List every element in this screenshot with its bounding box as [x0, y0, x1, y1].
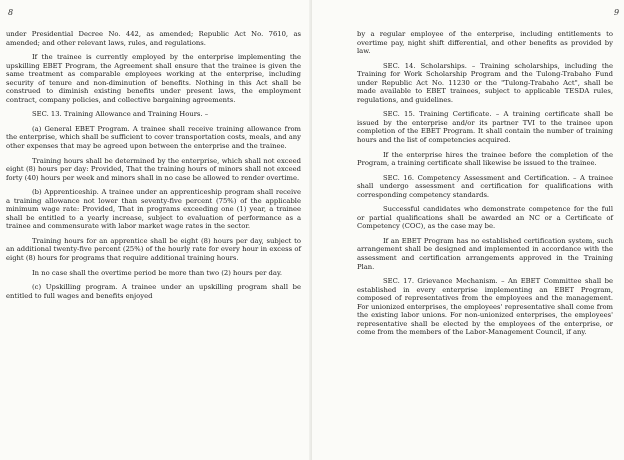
- paragraph: If the enterprise hires the trainee before the completion of the Program, a training certificate shall likewise be issued to the trainee.: [357, 150, 613, 168]
- paragraph: Training hours shall be determined by the enterprise, which shall not exceed eight (8) hours per day: Provided, That the training hours of minors shall not exceed forty (40) hours per week and minors shall in no case be allowed to render overtime.: [6, 156, 301, 182]
- paragraph: SEC. 16. Competency Assessment and Certification. – A trainee shall undergo assessment and certification for qualifications with corresponding competency standards.: [357, 173, 613, 199]
- paragraph: If an EBET Program has no established certification system, such arrangement shall be designed and implemented in accordance with the assessment and certification arrangements approved in the Training Plan.: [357, 236, 613, 271]
- paragraph: SEC. 14. Scholarships. – Training scholarships, including the Training for Work Scholarship Program and the Tulong-Trabaho Fund under Republic Act No. 11230 or the "Tulong-Trabaho Act", shall be made available to EBET trainees, subject to applicable TESDA rules, regulations, and guidelines.: [357, 61, 613, 104]
- paragraph: SEC. 17. Grievance Mechanism. – An EBET Committee shall be established in every enterprise implementing an EBET Program, composed of representatives from the employees and the management. For unionized enterprises, the employees' representative shall come from the existing labor unions. For non-unionized enterprises, the employees' representative shall be elected by the employees of the enterprise, or come from the members of the Labor-Management Council, if any.: [357, 277, 613, 337]
- section-heading: SEC. 13. Training Allowance and Training Hours. –: [32, 110, 209, 119]
- right-page: [312, 0, 624, 460]
- paragraph: under Presidential Decree No. 442, as amended; Republic Act No. 7610, as amended; and other relevant laws, rules, and regulations.: [6, 30, 301, 47]
- paragraph: Training hours for an apprentice shall be eight (8) hours per day, subject to an additional twenty-five percent (25%) of the hourly rate for every hour in excess of eight (8) hours for programs that require additional training hours.: [6, 236, 301, 263]
- left-text-column: [6, 30, 301, 306]
- paragraph: In no case shall the overtime period be more than two (2) hours per day.: [32, 268, 283, 277]
- page-number: 8: [8, 8, 14, 17]
- paragraph: Successful candidates who demonstrate competence for the full or partial qualifications shall be awarded an NC or a Certificate of Competency (COC), as the case may be.: [357, 205, 613, 231]
- paragraph: If the trainee is currently employed by the enterprise implementing the upskilling EBET Program, the Agreement shall ensure that the trainee is given the same treatment as comparable employees working at the enterprise, including security of tenure and non-diminution of benefits. Nothing in this Act shall be construed to diminish existing benefits under present laws, the employment contract, company policies, and collective bargaining agreements.: [6, 53, 301, 104]
- paragraph: (a) General EBET Program. A trainee shall receive training allowance from the enterprise, which shall be sufficient to cover transportation costs, meals, and any other expenses that may be agreed upon between the enterprise and the trainee.: [6, 124, 301, 151]
- paragraph: (b) Apprenticeship. A trainee under an apprenticeship program shall receive a training allowance not lower than seventy-five percent (75%) of the applicable minimum wage rate: Provided, That in programs exceeding one (1) year, a trainee shall be entitled to a yearly increase, subject to evaluation of performance as a trainee and commensurate with labor market wage rates in the sector.: [6, 188, 301, 231]
- right-text-column: [357, 30, 613, 343]
- paragraph: SEC. 15. Training Certificate. – A training certificate shall be issued by the enterprise and/or its partner TVI to the trainee upon completion of the EBET Program. It shall contain the number of training hours and the list of competencies acquired.: [357, 110, 613, 145]
- paragraph: by a regular employee of the enterprise, including entitlements to overtime pay, night shift differential, and other benefits as provided by law.: [357, 30, 613, 56]
- paragraph: (c) Upskilling program. A trainee under an upskilling program shall be entitled to full wages and benefits enjoyed: [6, 283, 301, 300]
- page-number: 9: [614, 8, 620, 17]
